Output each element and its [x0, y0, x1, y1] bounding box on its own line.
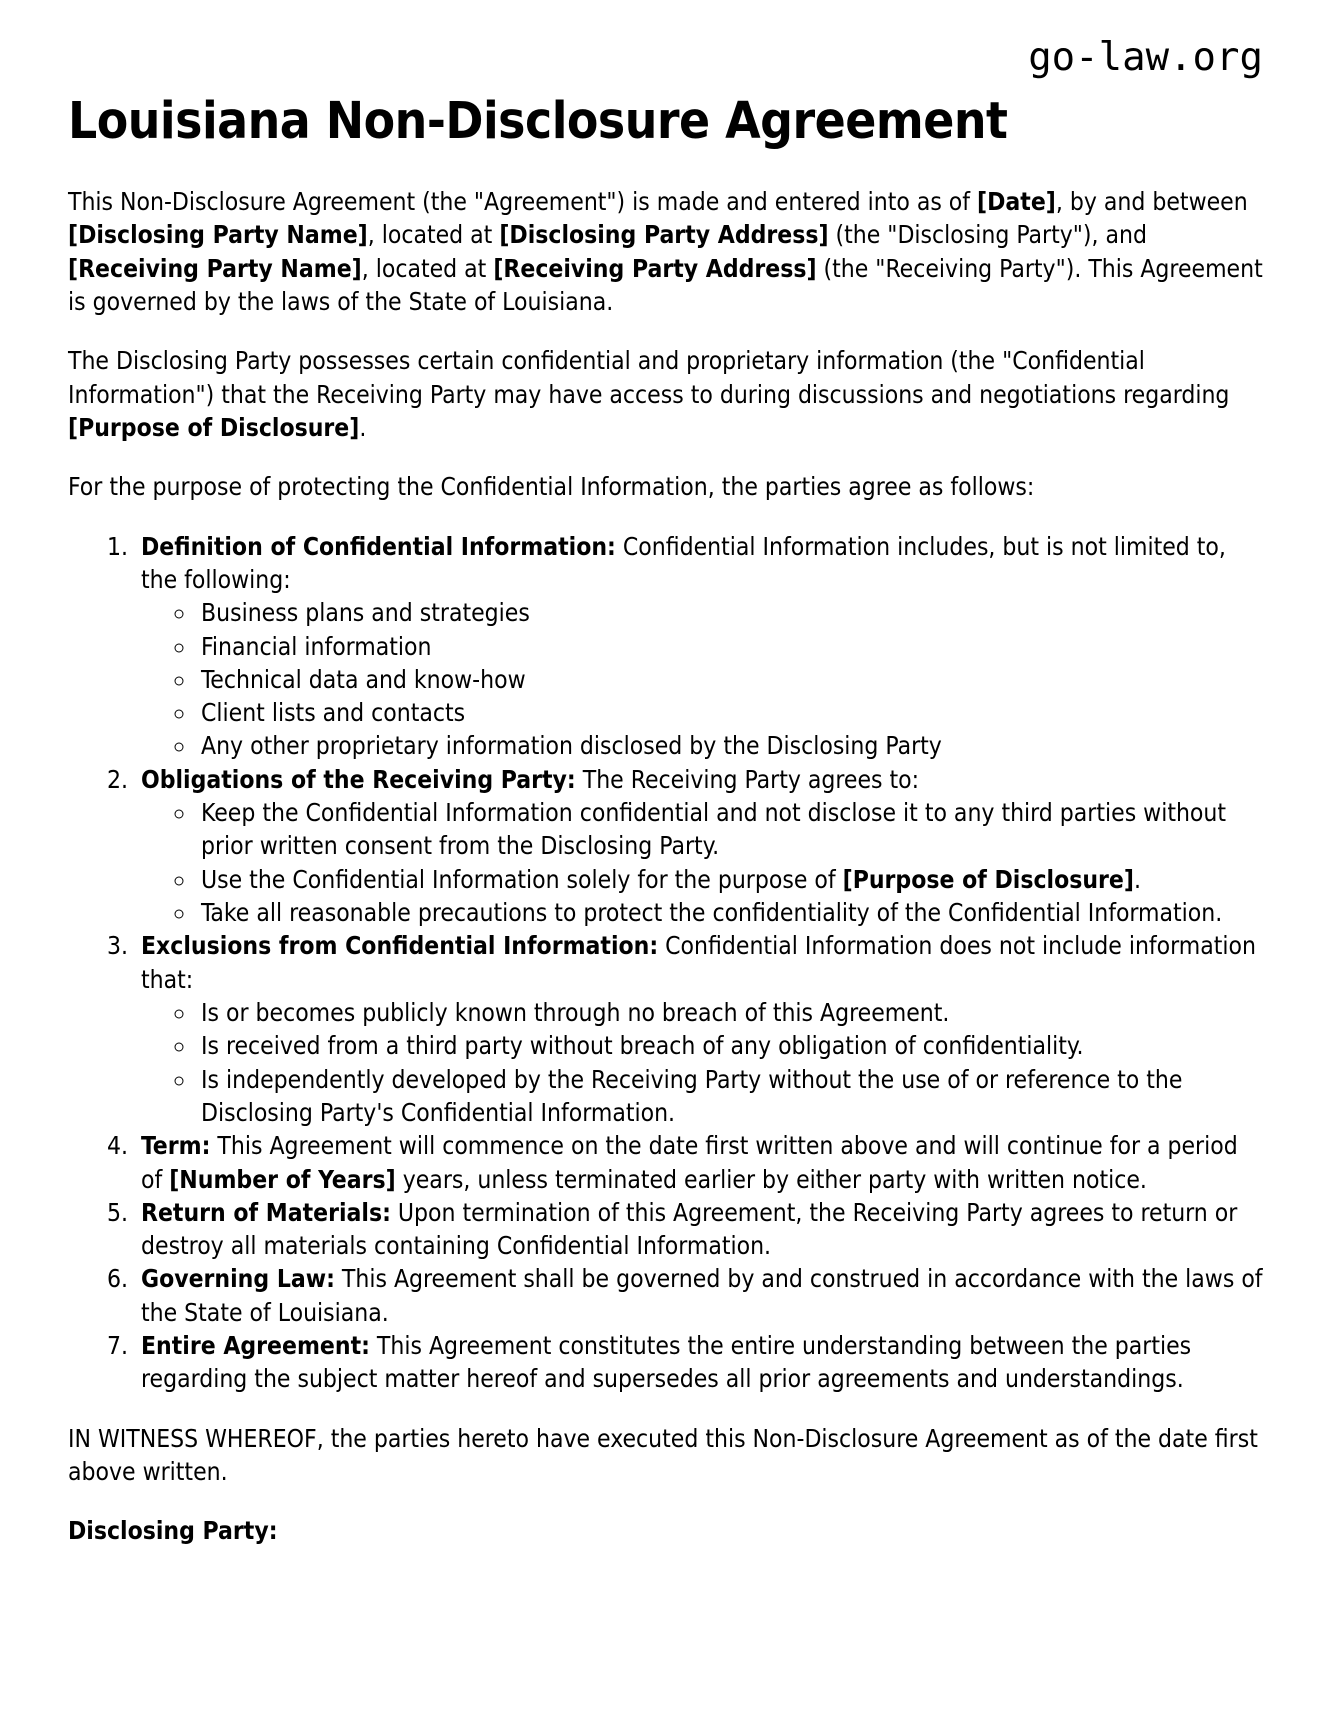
placeholder-receiving-party-address: [Receiving Party Address] — [493, 253, 817, 283]
intro-p2-text-2: . — [359, 412, 367, 442]
list-item: ◦ Technical data and know-how — [197, 663, 1263, 696]
list-item: ◦ Any other proprietary information disclosed by the Disclosing Party — [197, 729, 1263, 762]
intro-p1-text-5: , located at — [361, 253, 494, 283]
clause-item-2 — [135, 763, 1263, 930]
placeholder-purpose-of-disclosure: [Purpose of Disclosure] — [842, 864, 1134, 894]
clause-3-text: Confidential Information does not include information that: — [141, 931, 1256, 994]
intro-p1-text-1: This Non-Disclosure Agreement (the "Agreement") is made and entered into as of — [68, 187, 978, 217]
placeholder-number-of-years: [Number of Years] — [169, 1164, 396, 1194]
clause-4-text-1: This Agreement will commence on the date first written above and will continue for a period of — [141, 1131, 1238, 1194]
witness-paragraph: IN WITNESS WHEREOF, the parties hereto have executed this Non-Disclosure Agreement as of the date first above written. — [68, 1423, 1258, 1487]
clause-5-text: Upon termination of this Agreement, the Receiving Party agrees to return or destroy all materials containing Confidential Information. — [141, 1197, 1238, 1261]
clause-item-6 — [135, 1262, 1263, 1329]
clause-2-sub-2-pre: Use the Confidential Information solely for the purpose of — [201, 864, 843, 894]
clause-6-heading: Governing Law: — [141, 1264, 335, 1294]
placeholder-disclosing-party-name: [Disclosing Party Name] — [68, 220, 368, 250]
clause-2-text: The Receiving Party agrees to: — [575, 764, 920, 794]
clause-1-sublist — [141, 596, 1263, 763]
clause-list — [68, 530, 1263, 1396]
clause-2-sub-2-post: . — [1133, 864, 1141, 894]
list-item: ◦ Take all reasonable precautions to protect the confidentiality of the Confidential Information. — [197, 896, 1263, 929]
clause-2-sublist — [141, 796, 1263, 929]
list-item — [197, 863, 1263, 896]
list-item: ◦ Is received from a third party without breach of any obligation of confidentiality. — [197, 1029, 1263, 1062]
list-item: ◦ Keep the Confidential Information confidential and not disclose it to any third parties without prior written consent from the Disclosing Party. — [197, 796, 1263, 863]
clause-6-text: This Agreement shall be governed by and construed in accordance with the laws of the State of Louisiana. — [141, 1264, 1263, 1327]
clause-1-heading: Definition of Confidential Information: — [141, 531, 616, 561]
clause-7-heading: Entire Agreement: — [141, 1331, 370, 1361]
placeholder-date: [Date] — [977, 187, 1056, 217]
list-item: ◦ Is independently developed by the Receiving Party without the use of or reference to the Disclosing Party's Confidential Information. — [197, 1063, 1263, 1130]
intro-paragraph-2 — [68, 344, 1263, 444]
intro-paragraph-3: For the purpose of protecting the Confidential Information, the parties agree as follows: — [68, 472, 1035, 502]
clause-item-1 — [135, 530, 1263, 763]
clause-item-7 — [135, 1329, 1263, 1396]
intro-p1-text-2: , by and between — [1055, 187, 1248, 217]
clause-3-heading: Exclusions from Confidential Information: — [141, 931, 659, 961]
disclosing-party-signature-label: Disclosing Party: — [68, 1516, 278, 1546]
intro-paragraph-1 — [68, 185, 1263, 318]
list-item: ◦ Financial information — [197, 630, 1263, 663]
clause-item-3 — [135, 929, 1263, 1129]
clause-7-text: This Agreement constitutes the entire understanding between the parties regarding the subject matter hereof and supersedes all prior agreements and understandings. — [141, 1331, 1192, 1394]
document-body — [68, 185, 1263, 1548]
intro-p2-text-1: The Disclosing Party possesses certain confidential and proprietary information (the "Confidential Information") that the Receiving Party may have access to during discussions and negotiations regarding — [68, 346, 1230, 409]
clause-item-5 — [135, 1196, 1263, 1263]
clause-3-sublist — [141, 996, 1263, 1129]
clause-4-heading: Term: — [141, 1131, 211, 1161]
page-title: Louisiana Non-Disclosure Agreement — [68, 92, 1008, 151]
intro-p1-text-4: (the "Disclosing Party"), and — [828, 220, 1147, 250]
clause-4-text-2: years, unless terminated earlier by either party with written notice. — [395, 1164, 1147, 1194]
placeholder-disclosing-party-address: [Disclosing Party Address] — [499, 220, 829, 250]
clause-5-heading: Return of Materials: — [141, 1197, 391, 1227]
list-item: ◦ Client lists and contacts — [197, 696, 1263, 729]
intro-p1-text-3: , located at — [367, 220, 500, 250]
placeholder-purpose-of-disclosure: [Purpose of Disclosure] — [68, 412, 360, 442]
site-watermark: go-law.org — [1028, 35, 1263, 80]
clause-2-heading: Obligations of the Receiving Party: — [141, 764, 576, 794]
intro-p1-text-6: (the "Receiving Party"). This Agreement is governed by the laws of the State of Louisiana. — [68, 253, 1263, 317]
clause-1-text: Confidential Information includes, but is not limited to, the following: — [141, 531, 1226, 594]
clause-item-4 — [135, 1129, 1263, 1196]
list-item: ◦ Is or becomes publicly known through no breach of this Agreement. — [197, 996, 1263, 1029]
list-item: ◦ Business plans and strategies — [197, 596, 1263, 629]
placeholder-receiving-party-name: [Receiving Party Name] — [68, 253, 362, 283]
